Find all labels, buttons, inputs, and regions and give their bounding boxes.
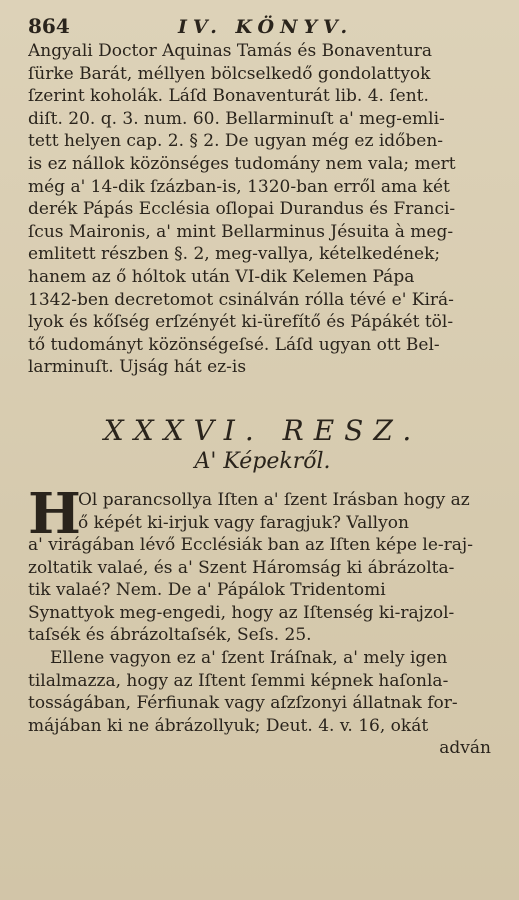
section-subtitle: A' Képekről.: [194, 448, 331, 474]
text-line: emlitett részben §. 2, meg-vallya, kételkedének;: [28, 244, 441, 265]
text-line: derék Pápás Ecclésia oſlopai Durandus és Franci-: [28, 199, 456, 220]
text-line: hanem az ő hóltok után VI-dik Kelemen Pápa: [28, 266, 415, 287]
text-line: tett helyen cap. 2. § 2. De ugyan még ez időben-: [28, 131, 444, 152]
text-line: ſürke Barát, méllyen bölcselkedő gondolattyok: [28, 63, 431, 84]
section-body: [28, 480, 497, 760]
page-header: [28, 14, 497, 40]
text-line: ő képét ki-irjuk vagy faragjuk? Vallyon: [78, 512, 409, 533]
text-line: lyok és kőſség erſzényét ki-ürefítő és Pápákét töl-: [28, 312, 454, 333]
text-line: tilalmazza, hogy az Iſtent ſemmi képnek haſonla-: [28, 670, 449, 691]
text-line: Synattyok meg-engedi, hogy az Iſtenség ki-rajzol-: [28, 602, 455, 623]
text-line: zoltatik valaé, és a' Szent Háromság ki ábrázolta-: [28, 557, 455, 578]
text-line: is ez nállok közönséges tudomány nem vala; mert: [28, 153, 456, 174]
text-line: tosságában, Férfiunak vagy aſzſzonyi állatnak for-: [28, 693, 458, 714]
text-line: Ellene vagyon ez a' ſzent Iráſnak, a' mely igen: [50, 648, 448, 669]
section-title: XXXVI. RESZ.: [103, 413, 422, 447]
text-line: ſzerint koholák. Láſd Bonaventurát lib. 4. ſent.: [28, 86, 429, 107]
drop-cap: H: [28, 480, 81, 547]
running-head: IV. KÖNYV.: [178, 16, 354, 38]
page-number: 864: [28, 14, 70, 38]
text-line: tő tudományt közönségeſsé. Láſd ugyan ott Bel-: [28, 334, 440, 355]
text-line: Ol parancsollya Iſten a' ſzent Irásban hogy az: [78, 489, 470, 510]
text-line: ſcus Maironis, a' mint Bellarminus Jésuita à meg-: [28, 221, 454, 242]
text-line: 1342-ben decretomot csinálván rólla tévé e' Kirá-: [28, 289, 454, 310]
text-line: tik valaé? Nem. De a' Pápálok Tridentomi: [28, 580, 386, 601]
text-line: larminuſt. Ujság hát ez-is: [28, 357, 247, 378]
catchword: adván: [439, 738, 491, 759]
text-line: diſt. 20. q. 3. num. 60. Bellarminuſt a' meg-emli-: [28, 108, 445, 129]
text-line: Angyali Doctor Aquinas Tamás és Bonaventura: [28, 41, 433, 61]
text-line: taſsék és ábrázoltaſsék, Seſs. 25.: [28, 625, 312, 646]
text-line: a' virágában lévő Ecclésiák ban az Iſten képe le-raj-: [28, 535, 473, 556]
text-line: még a' 14-dik ſzázban-is, 1320-ban erről ama két: [28, 176, 450, 197]
body-text: [28, 40, 497, 379]
text-line: májában ki ne ábrázollyuk; Deut. 4. v. 16, okát: [28, 715, 429, 736]
